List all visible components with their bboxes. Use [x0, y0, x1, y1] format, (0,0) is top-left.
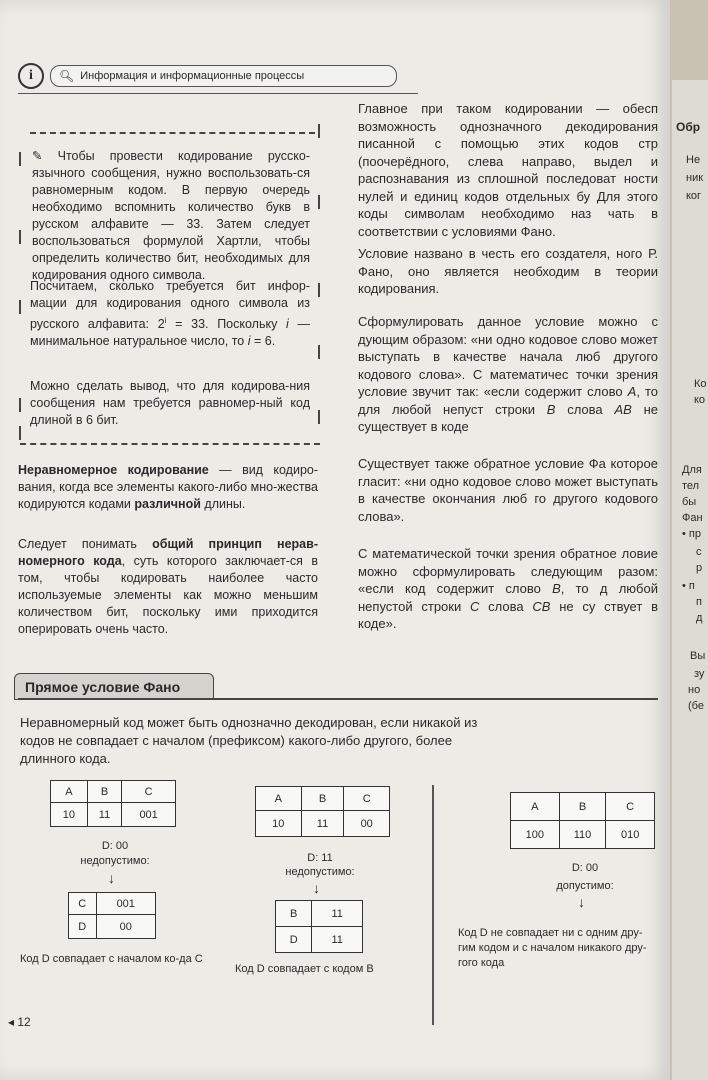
edge-fragment: тел — [682, 480, 700, 492]
note-bar — [19, 426, 21, 440]
right-paragraph-2: Условие названо в честь его создателя, ного Р. Фано, оно является необходим в теории кодирования. — [358, 246, 658, 296]
edge-fragment: (бе — [688, 700, 704, 712]
edge-fragment: ког — [686, 190, 702, 202]
edge-fragment: р — [696, 562, 703, 574]
edge-fragment: Вы — [690, 650, 706, 662]
right-paragraph-4: Существует также обратное условие Фа которое гласит: «ни одно кодовое слово может выступать в качестве окончания люб го другого кодового слова». — [358, 456, 658, 524]
ex1-caption: Код D совпадает с началом ко-да C — [20, 953, 203, 965]
ex2-verdict: недопустимо: — [285, 866, 355, 878]
example-divider — [432, 785, 434, 1025]
magnifier-icon: 🔍︎ — [59, 69, 75, 83]
ex1-code-table: A B C 10 11 001 — [50, 780, 176, 827]
note-bar — [318, 283, 320, 297]
edge-fragment: зу — [694, 668, 705, 680]
edge-fragment: • п — [682, 580, 695, 592]
edge-fragment: п — [696, 596, 702, 608]
edge-fragment: Ко — [694, 378, 707, 390]
facing-page-edge — [672, 80, 708, 1080]
note-bar — [19, 152, 21, 166]
edge-fragment: Обр — [676, 120, 701, 134]
info-icon: i — [18, 63, 44, 89]
pencil-icon: ✎ — [32, 149, 43, 163]
right-paragraph-3: Сформулировать данное условие можно с дующим образом: «ни одно кодовое слово может выступать в качестве начала люб другого кодового слова». С математичес точки зрения условие звучит так: «если содержит слово A, то для любой непуст строки B слова AB не существует в коде — [358, 314, 658, 434]
edge-fragment: с — [696, 546, 702, 558]
ex1-compare-table: C 001 D 00 — [68, 892, 156, 939]
ex3-caption: Код D не совпадает ни с одним дру-гим кодом и с началом никакого дру-гого кода — [458, 927, 647, 969]
edge-fragment: д — [696, 612, 703, 624]
ex1-d-label: D: 00 — [101, 840, 129, 852]
chapter-header — [18, 62, 397, 90]
ex2-compare-table: B 11 D 11 — [275, 900, 363, 953]
ex1-arrow-icon: ↓ — [108, 870, 115, 886]
chapter-title-bar — [50, 65, 397, 87]
note-paragraph-1: ✎ Чтобы провести кодирование русско-язычного сообщения, нужно воспользовать-ся равномерным кодом. В первую очередь необходимо вспомнить количество букв в русском алфавите — 33. Затем следует воспользоваться формулой Хартли, чтобы определить количество бит, необходимых для кодирования одного символа. — [32, 149, 310, 282]
edge-fragment: • пр — [682, 528, 701, 540]
note-bar — [318, 410, 320, 424]
ex2-arrow-icon: ↓ — [313, 880, 320, 896]
note-bar — [318, 195, 320, 209]
note-bar — [318, 345, 320, 359]
edge-fragment: но — [688, 684, 701, 696]
edge-fragment: Не — [686, 154, 701, 166]
uneven-coding-definition: Неравномерное кодирование — вид кодиро-вания, когда все элементы какого-либо мно-жества кодируются кодами различной длины. — [18, 463, 319, 511]
right-paragraph-5: С математической точки зрения обратное ловие можно сформулировать следующим разом: «если код содержит слово B, то д любой непустой строки C слова CB не су ствует в коде». — [358, 546, 658, 631]
note-bar — [318, 124, 320, 138]
fano-section-rule — [18, 698, 658, 700]
ex2-code-table: A B C 10 11 00 — [255, 786, 390, 837]
ex3-arrow-icon: ↓ — [578, 894, 585, 910]
ex3-code-table: A B C 100 110 010 — [510, 792, 655, 849]
note-bar — [19, 230, 21, 244]
note-dash-top — [30, 132, 315, 134]
fano-section-title: Прямое условие Фано — [14, 673, 214, 700]
note-dash-bottom — [20, 443, 320, 445]
note-bar — [19, 398, 21, 412]
edge-fragment: бы — [682, 496, 697, 508]
ex2-d-label: D: 11 — [307, 852, 333, 864]
uneven-code-principle: Следует понимать общий принцип нерав-номерного кода, суть которого заключает-ся в том, чтобы кодировать наиболее часто используемые элементы как можно меньшим количеством бит, поскольку ими приходится оперировать очень часто. — [18, 537, 318, 636]
edge-fragment: Фан — [682, 512, 703, 524]
chapter-title: Информация и информационные процессы — [80, 70, 305, 82]
edge-fragment: ник — [686, 172, 704, 184]
edge-fragment: ко — [694, 394, 706, 406]
ex1-verdict: недопустимо: — [80, 855, 150, 867]
right-paragraph-1: Главное при таком кодировании — обесп возможность однозначного декодирования писанной с помощью этих кодов стр (поочерёдного, слева направо, выдел и распознавания из сплошной последоват ности нулей и единиц кодов отдельных бу Для этого коды символам необходимо наз чать в соответствии с условиями Фано. — [358, 101, 658, 239]
ex3-verdict: допустимо: — [556, 880, 614, 892]
note-bar — [19, 300, 21, 314]
edge-fragment: Для — [682, 464, 702, 476]
note-paragraph-2: Посчитаем, сколько требуется бит инфор-мации для кодирования одного символа из русского алфавита: $2^i = 33$. Поскольку i — минимальное натуральное число, то i = 6. — [30, 279, 310, 349]
header-rule — [18, 93, 418, 94]
ex3-d-label: D: 00 — [571, 862, 599, 874]
page-number: ◂ 12 — [8, 1015, 31, 1029]
ex2-caption: Код D совпадает с кодом B — [235, 963, 374, 975]
fano-definition: Неравномерный код может быть однозначно декодирован, если никакой из кодов не совпадает с началом (префиксом) какого-либо другого, более длинного кода. — [20, 715, 478, 766]
note-paragraph-3: Можно сделать вывод, что для кодирова-ния сообщения нам требуется равномер-ный код длиной в 6 бит. — [30, 379, 310, 427]
